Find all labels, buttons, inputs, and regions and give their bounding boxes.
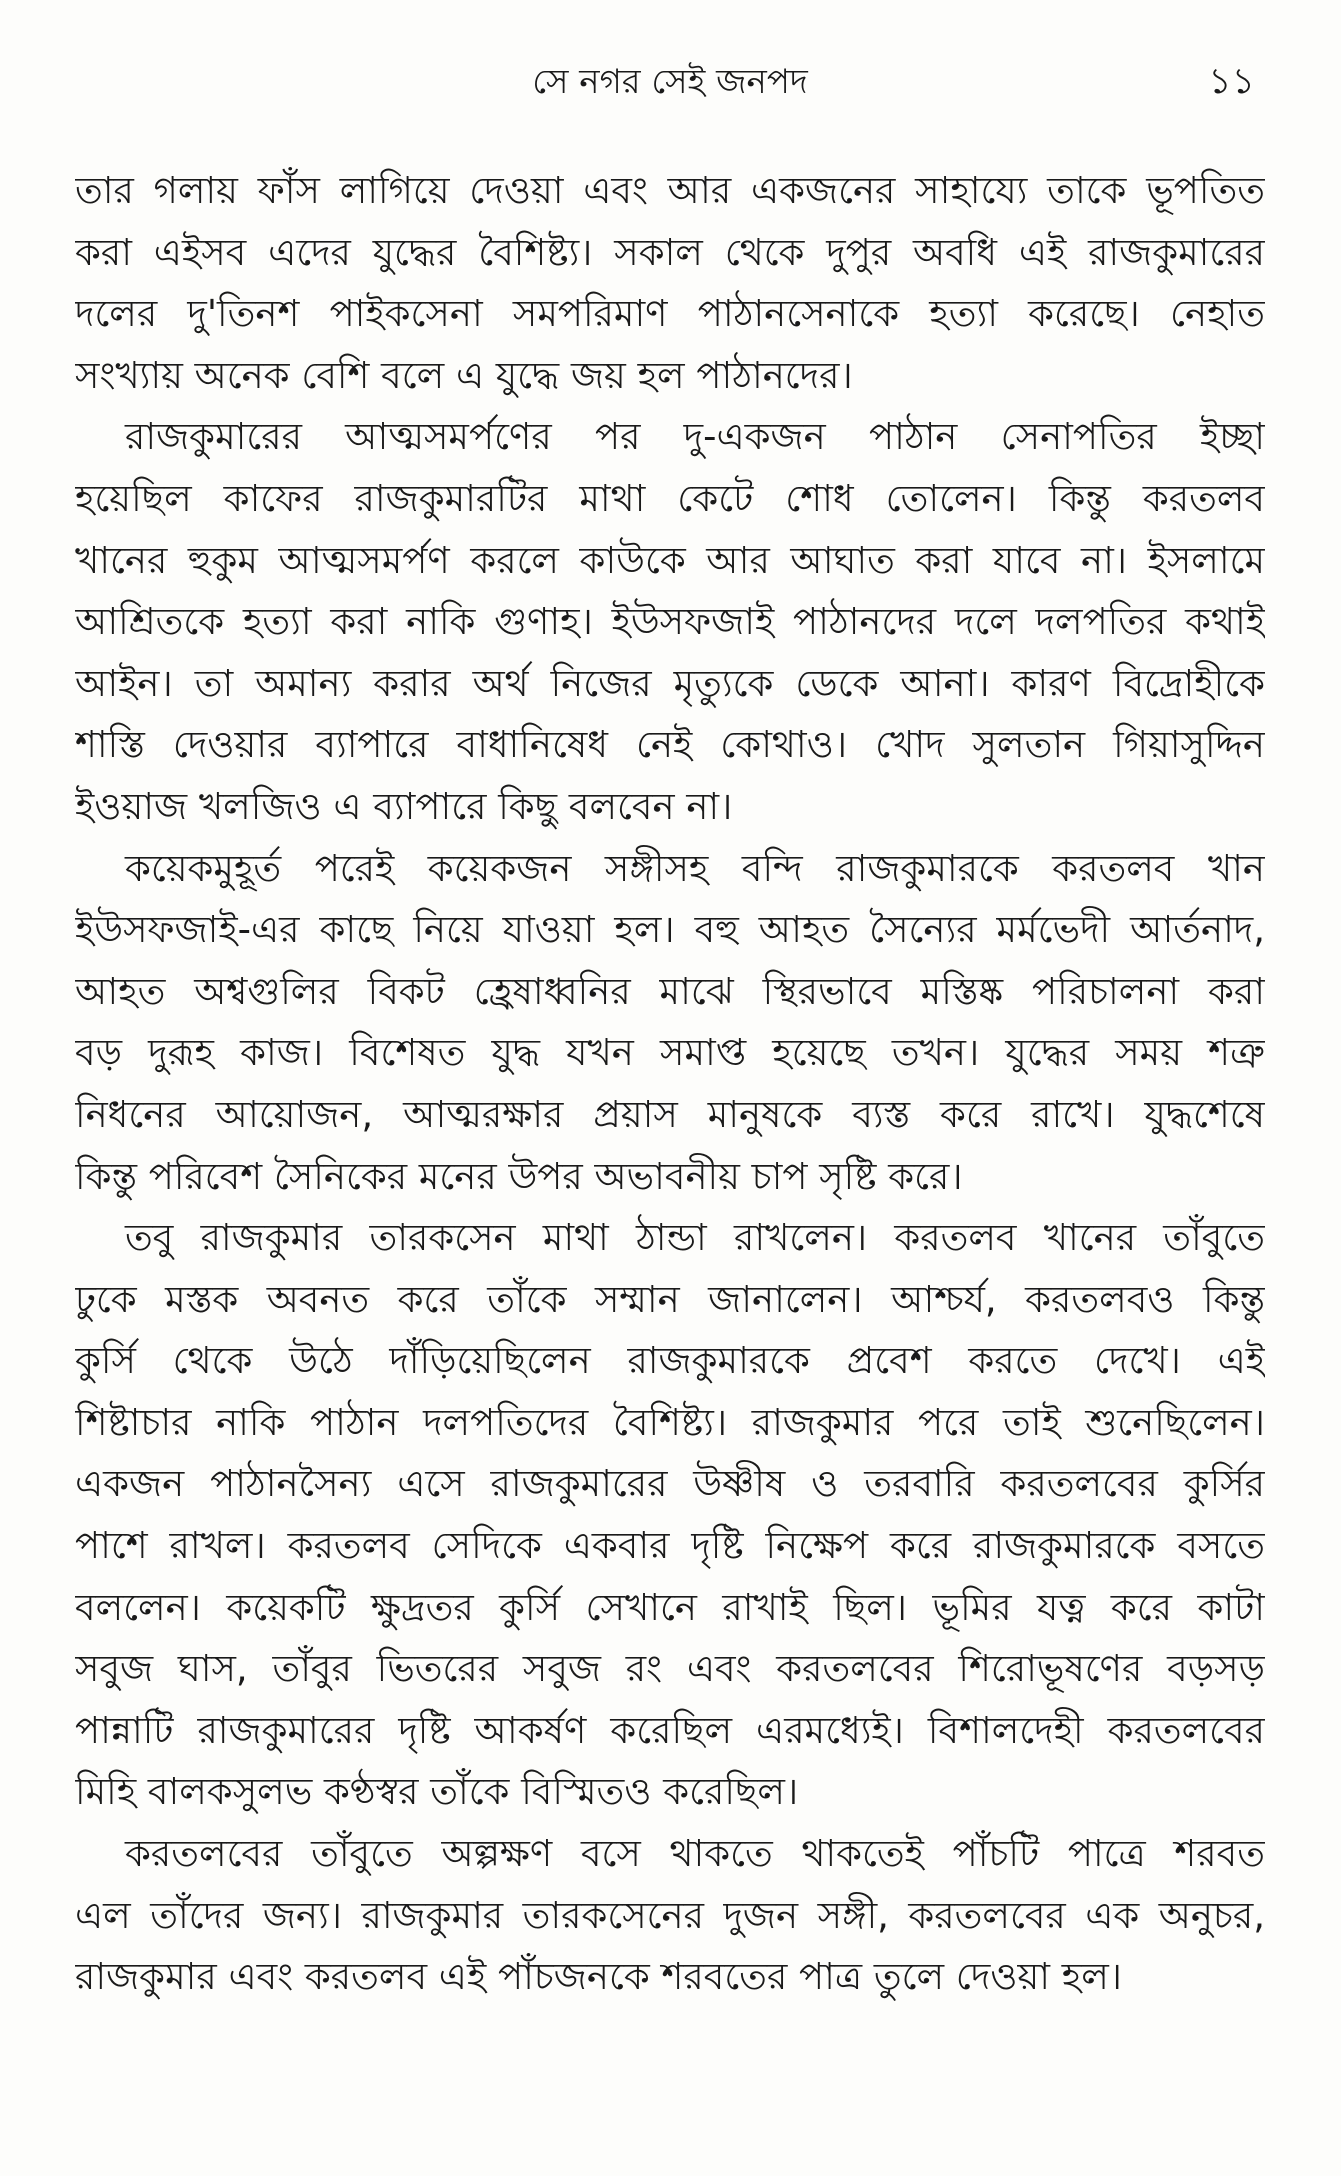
text-line: হয়েছিল কাফের রাজকুমারটির মাথা কেটে শোধ তোলেন। কিন্তু করতলব [75,476,1265,520]
text-line: তবু রাজকুমার তারকসেন মাথা ঠান্ডা রাখলেন। করতলব খানের তাঁবুতে [125,1216,1265,1260]
text-line: একজন পাঠানসৈন্য এসে রাজকুমারের উষ্ণীষ ও তরবারি করতলবের কুর্সির [75,1462,1265,1506]
text-line: খানের হুকুম আত্মসমর্পণ করলে কাউকে আর আঘাত করা যাবে না। ইসলামে [75,538,1265,582]
text-line: ইউসফজাই-এর কাছে নিয়ে যাওয়া হল। বহু আহত সৈন্যের মর্মভেদী আর্তনাদ, [75,908,1265,952]
text-line: করতলবের তাঁবুতে অল্পক্ষণ বসে থাকতে থাকতেই পাঁচটি পাত্রে শরবত [125,1832,1265,1876]
text-line: তার গলায় ফাঁস লাগিয়ে দেওয়া এবং আর একজনের সাহায্যে তাকে ভূপতিত [75,169,1265,212]
text-line: শাস্তি দেওয়ার ব্যাপারে বাধানিষেধ নেই কোথাও। খোদ সুলতান গিয়াসুদ্দিন [75,723,1265,767]
text-line: ঢুকে মস্তক অবনত করে তাঁকে সম্মান জানালেন। আশ্চর্য, করতলবও কিন্তু [75,1277,1265,1321]
text-line: কিন্তু পরিবেশ সৈনিকের মনের উপর অভাবনীয় চাপ সৃষ্টি করে। [75,1154,963,1198]
text-line: রাজকুমার এবং করতলব এই পাঁচজনকে শরবতের পাত্র তুলে দেওয়া হল। [75,1955,1123,1999]
running-title: সে নগর সেই জনপদ [532,62,808,102]
text-line: পাশে রাখল। করতলব সেদিকে একবার দৃষ্টি নিক্ষেপ করে রাজকুমারকে বসতে [75,1524,1265,1568]
text-line: শিষ্টাচার নাকি পাঠান দলপতিদের বৈশিষ্ট্য। রাজকুমার পরে তাই শুনেছিলেন। [75,1400,1265,1444]
text-line: দলের দু'তিনশ পাইকসেনা সমপরিমাণ পাঠানসেনাকে হত্যা করেছে। নেহাত [75,292,1265,336]
paragraph [75,1207,1265,1823]
text-line: সংখ্যায় অনেক বেশি বলে এ যুদ্ধে জয় হল পাঠানদের। [75,353,853,397]
paragraph [75,160,1265,406]
paragraph [75,1823,1265,2008]
text-line: আশ্রিতকে হত্যা করা নাকি গুণাহ। ইউসফজাই পাঠানদের দলে দলপতির কথাই [75,600,1265,644]
text-line: করা এইসব এদের যুদ্ধের বৈশিষ্ট্য। সকাল থেকে দুপুর অবধি এই রাজকুমারের [75,230,1265,274]
text-line: আহত অশ্বগুলির বিকট হ্রেষাধ্বনির মাঝে স্থিরভাবে মস্তিষ্ক পরিচালনা করা [75,969,1265,1013]
text-line: কয়েকমুহূর্ত পরেই কয়েকজন সঙ্গীসহ বন্দি রাজকুমারকে করতলব খান [125,846,1265,890]
body-text [75,160,1265,2008]
text-line: নিধনের আয়োজন, আত্মরক্ষার প্রয়াস মানুষকে ব্যস্ত করে রাখে। যুদ্ধশেষে [75,1092,1265,1136]
text-line: মিহি বালকসুলভ কণ্ঠস্বর তাঁকে বিস্মিতও করেছিল। [75,1770,799,1814]
paragraph [75,838,1265,1208]
running-header [75,62,1265,102]
page-number: ১১ [1208,61,1255,102]
text-line: রাজকুমারের আত্মসমর্পণের পর দু-একজন পাঠান সেনাপতির ইচ্ছা [125,415,1265,459]
text-line: বড় দুরূহ কাজ। বিশেষত যুদ্ধ যখন সমাপ্ত হয়েছে তখন। যুদ্ধের সময় শত্রু [75,1031,1265,1075]
text-line: সবুজ ঘাস, তাঁবুর ভিতরের সবুজ রং এবং করতলবের শিরোভূষণের বড়সড় [75,1647,1265,1691]
text-line: পান্নাটি রাজকুমারের দৃষ্টি আকর্ষণ করেছিল এরমধ্যেই। বিশালদেহী করতলবের [75,1708,1265,1752]
text-line: ইওয়াজ খলজিও এ ব্যাপারে কিছু বলবেন না। [75,784,733,828]
paragraph [75,406,1265,837]
text-line: কুর্সি থেকে উঠে দাঁড়িয়েছিলেন রাজকুমারকে প্রবেশ করতে দেখে। এই [75,1339,1265,1383]
text-line: এল তাঁদের জন্য। রাজকুমার তারকসেনের দুজন সঙ্গী, করতলবের এক অনুচর, [75,1893,1265,1937]
text-line: বললেন। কয়েকটি ক্ষুদ্রতর কুর্সি সেখানে রাখাই ছিল। ভূমির যত্ন করে কাটা [75,1585,1265,1629]
text-line: আইন। তা অমান্য করার অর্থ নিজের মৃত্যুকে ডেকে আনা। কারণ বিদ্রোহীকে [75,661,1265,705]
